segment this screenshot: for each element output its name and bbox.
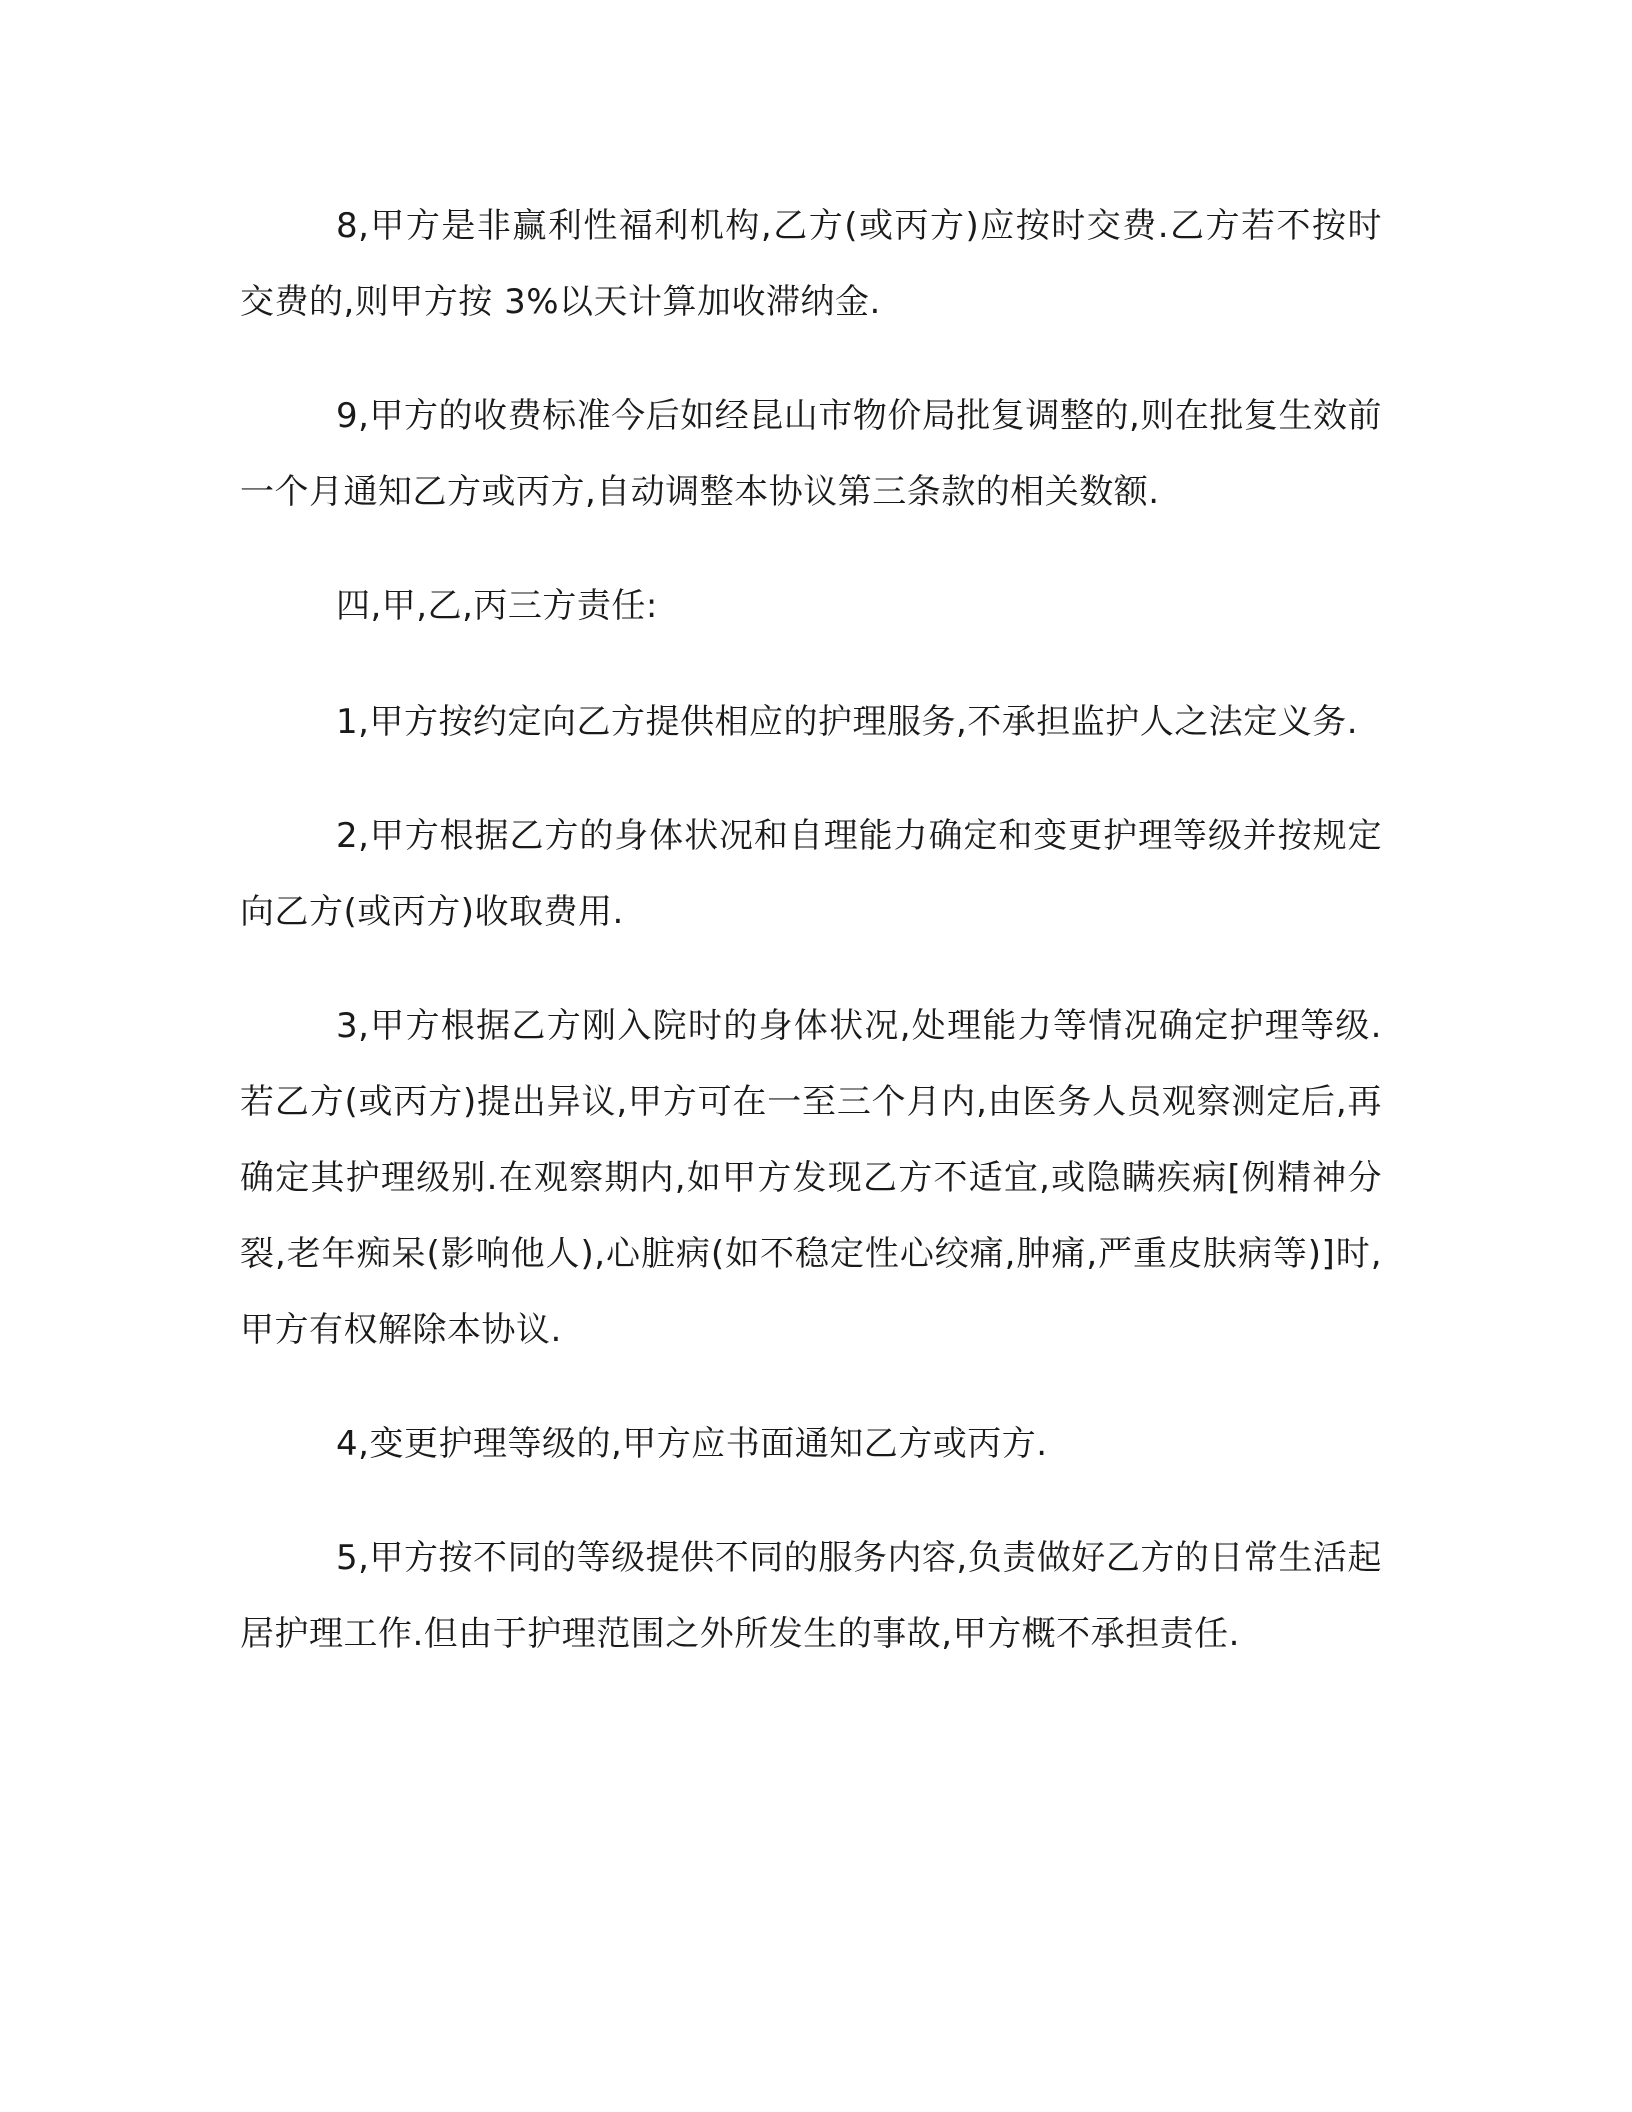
clause-8-paragraph: 8,甲方是非赢利性福利机构,乙方(或丙方)应按时交费.乙方若不按时交费的,则甲方按 3%以天计算加收滞纳金.: [240, 206, 1382, 322]
responsibility-5-paragraph: 5,甲方按不同的等级提供不同的服务内容,负责做好乙方的日常生活起居护理工作.但由于护理范围之外所发生的事故,甲方概不承担责任.: [240, 1538, 1382, 1654]
responsibility-3-paragraph: 3,甲方根据乙方刚入院时的身体状况,处理能力等情况确定护理等级.若乙方(或丙方)提出异议,甲方可在一至三个月内,由医务人员观察测定后,再确定其护理级别.在观察期内,如甲方发现乙方不适宜,或隐瞒疾病[例精神分裂,老年痴呆(影响他人),心脏病(如不稳定性心绞痛,肿痛,严重皮肤病等)]时,甲方有权解除本协议.: [240, 1006, 1382, 1350]
clause-9-paragraph: 9,甲方的收费标准今后如经昆山市物价局批复调整的,则在批复生效前一个月通知乙方或丙方,自动调整本协议第三条款的相关数额.: [240, 396, 1382, 512]
responsibility-2-paragraph: 2,甲方根据乙方的身体状况和自理能力确定和变更护理等级并按规定向乙方(或丙方)收取费用.: [240, 816, 1382, 932]
section-heading: 四,甲,乙,丙三方责任:: [336, 586, 658, 626]
responsibility-4-paragraph: 4,变更护理等级的,甲方应书面通知乙方或丙方.: [336, 1424, 1048, 1464]
responsibility-1-paragraph: 1,甲方按约定向乙方提供相应的护理服务,不承担监护人之法定义务.: [336, 702, 1359, 742]
